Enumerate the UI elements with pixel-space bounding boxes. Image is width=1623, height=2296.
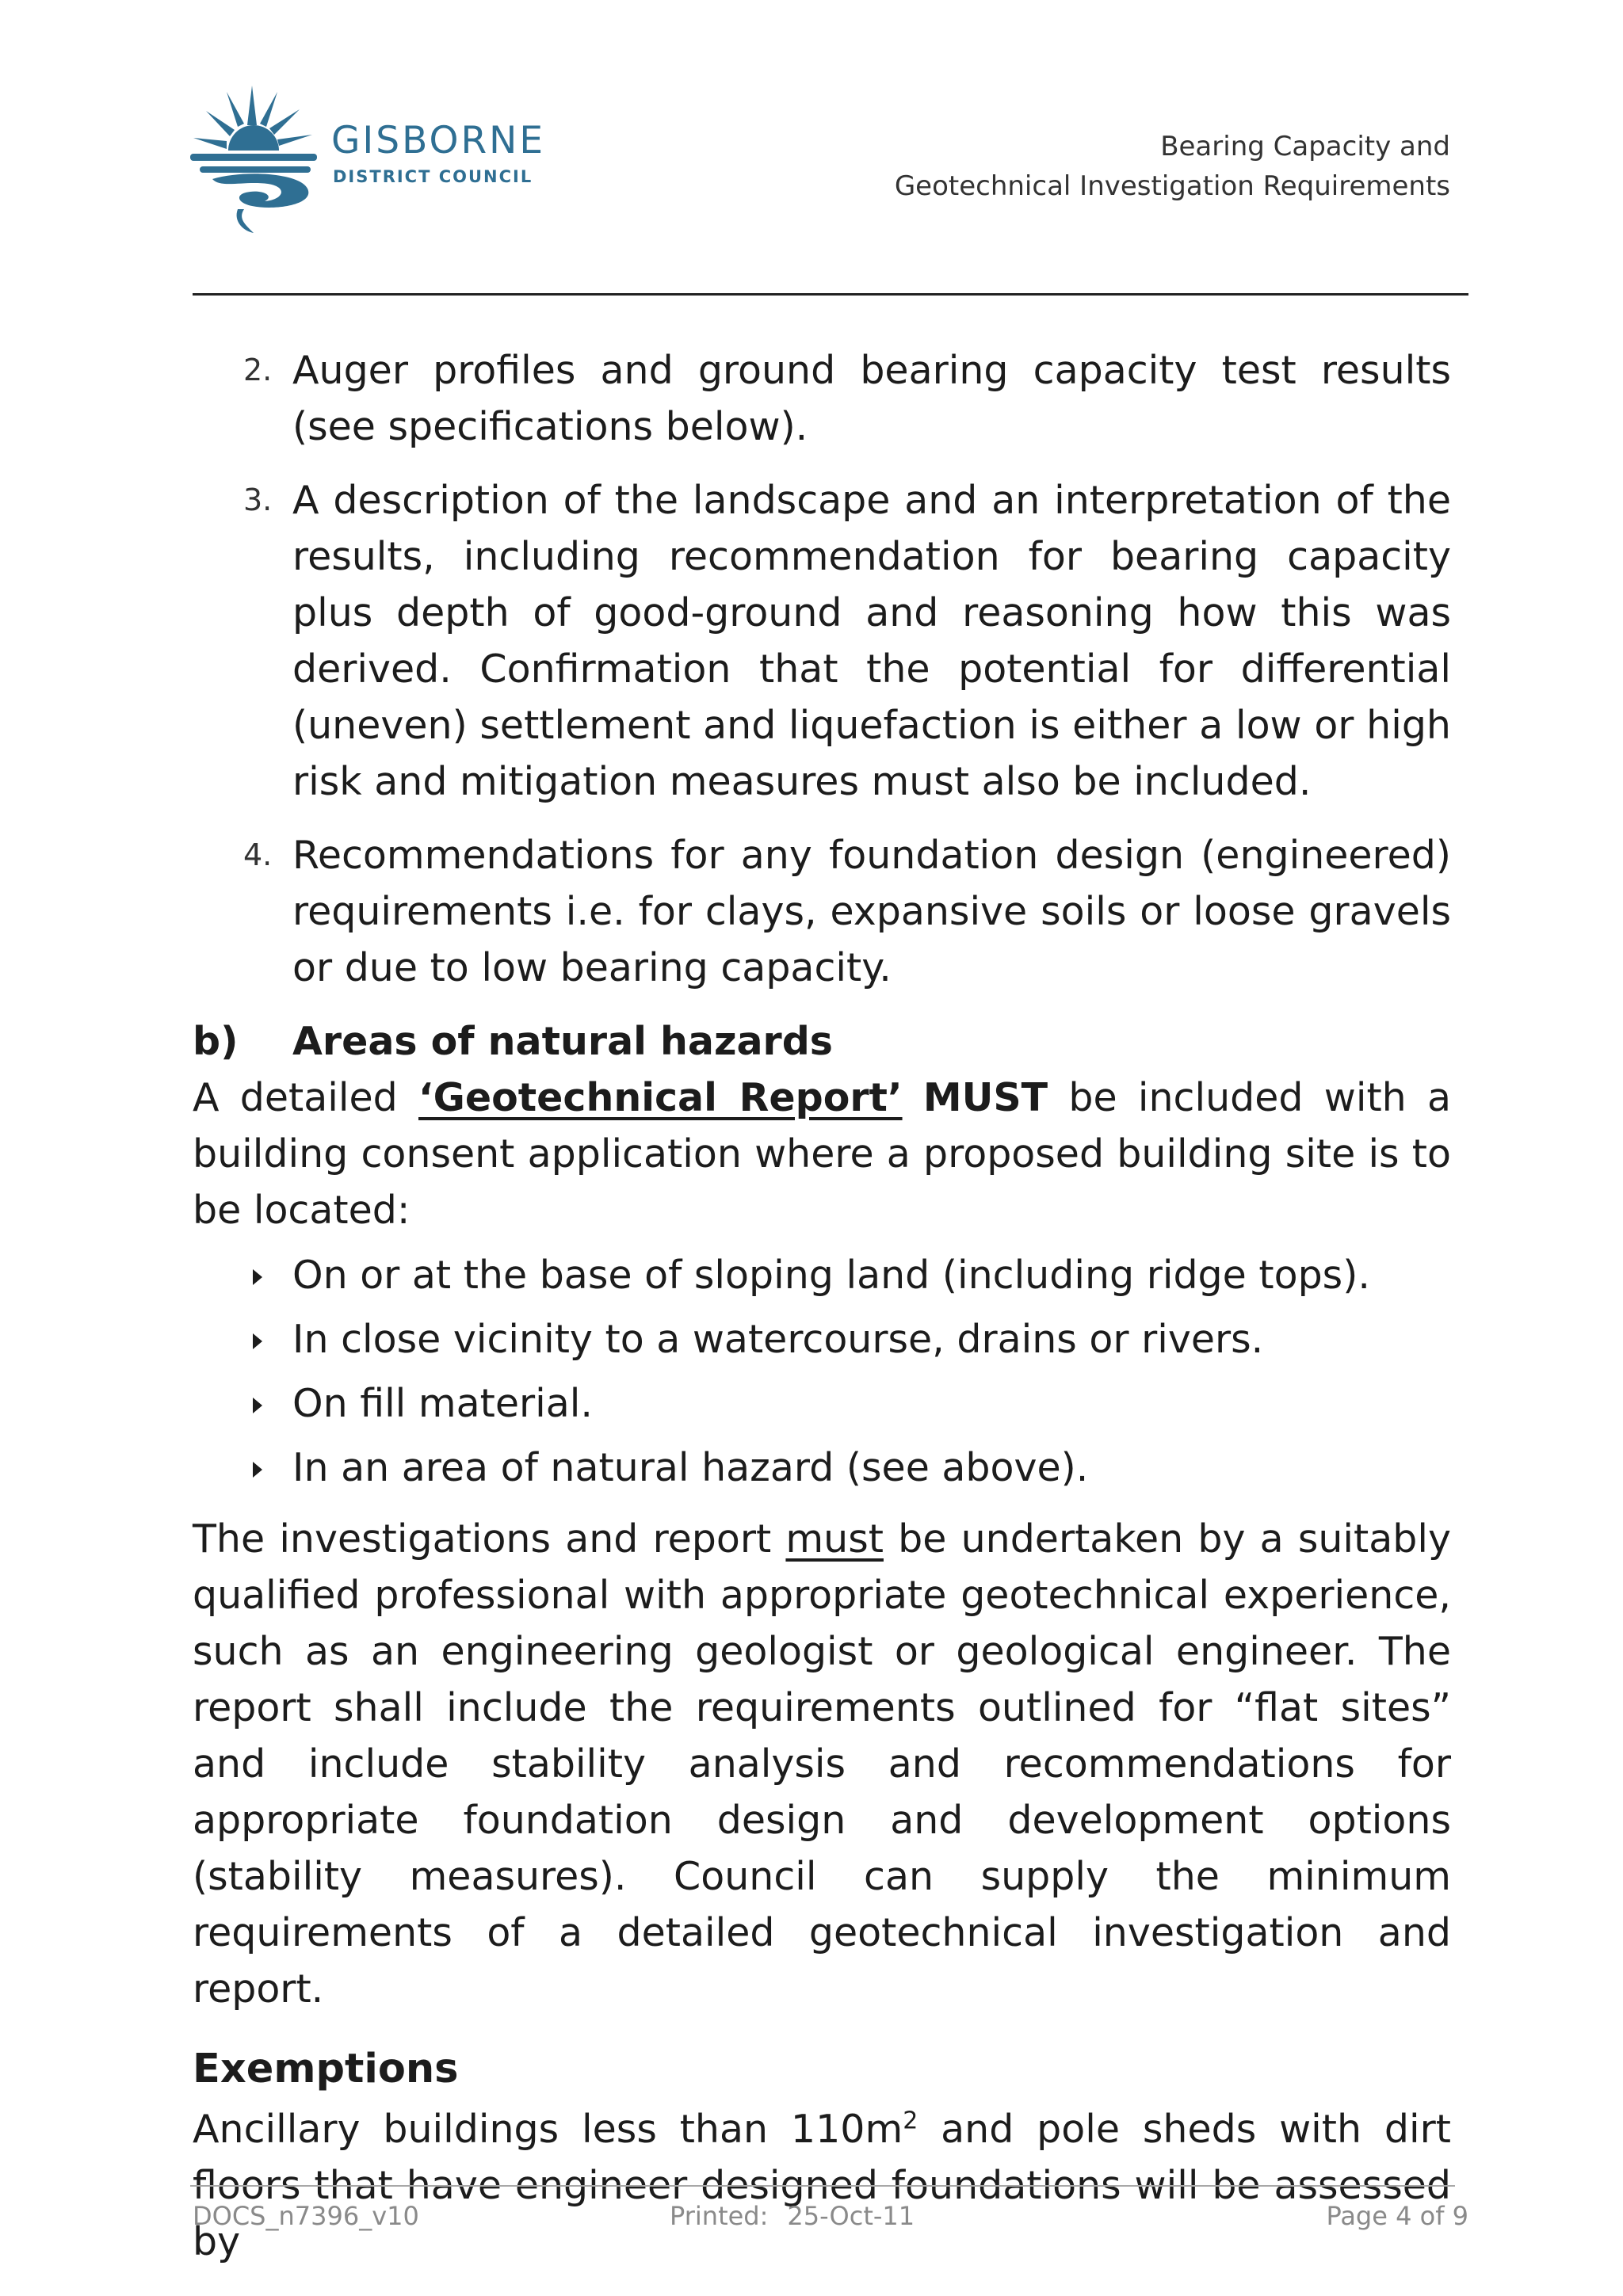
footer-page-number: Page 4 of 9 — [1326, 2201, 1468, 2231]
list-item-number: 4. — [243, 837, 273, 872]
bullet-item — [193, 1371, 1451, 1436]
list-item-text: Auger profiles and ground bearing capacity test results (see specifications below). — [292, 348, 1451, 449]
list-item — [193, 472, 1451, 810]
intro-text-pre: A detailed — [193, 1075, 419, 1120]
must-emphasis: MUST — [922, 1075, 1048, 1120]
geotechnical-report-term: ‘Geotechnical Report’ — [418, 1075, 903, 1120]
exemptions-superscript: 2 — [903, 2107, 918, 2135]
document-header — [895, 127, 1450, 206]
council-logo — [189, 78, 601, 236]
footer-divider — [190, 2185, 1455, 2187]
logo-subtitle: DISTRICT COUNCIL — [333, 167, 533, 186]
footer-doc-id: DOCS_n7396_v10 — [193, 2201, 419, 2231]
triangle-bullet-icon — [253, 1333, 262, 1349]
list-item — [193, 827, 1451, 996]
bullet-text: In an area of natural hazard (see above). — [292, 1445, 1089, 1490]
header-title-line1: Bearing Capacity and — [1160, 131, 1450, 162]
list-item-text: Recommendations for any foundation design (engineered) requirements i.e. for clays, expansive soils or loose gravels or due to low bearing capacity. — [292, 833, 1451, 990]
page-content — [193, 342, 1451, 2270]
bullet-text: In close vicinity to a watercourse, drains or rivers. — [292, 1317, 1264, 1362]
investigation-paragraph — [193, 1511, 1451, 2017]
list-item-text: A description of the landscape and an interpretation of the results, including recommendation for bearing capacity plus depth of good-ground and reasoning how this was derived. Confirmation that the potential for differential (uneven) settlement and liquefaction is either a low or high risk and mitigation measures must also be included. — [292, 478, 1451, 804]
printed-label: Printed: — [670, 2201, 769, 2231]
bullet-list — [193, 1243, 1451, 1500]
exemptions-text-post: and pole sheds with dirt floors that have engineer designed foundations will be assessed by — [193, 2107, 1451, 2264]
para-text-post: be undertaken by a suitably qualified professional with appropriate geotechnical experience, such as an engineering geologist or geological engineer. The report shall include the requirements outlined for “flat sites” and include stability analysis and recommendations for appropriate foundation design and development options (stability measures). Council can supply the minimum requirements of a detailed geotechnical investigation and report. — [193, 1516, 1451, 2012]
bullet-item — [193, 1436, 1451, 1500]
header-title-line2: Geotechnical Investigation Requirements — [894, 170, 1450, 202]
section-heading — [193, 1013, 1451, 1070]
exemptions-text-pre: Ancillary buildings less than 110m — [193, 2107, 903, 2152]
list-item-number: 3. — [243, 482, 273, 517]
section-letter: b) — [193, 1019, 239, 1064]
section-title: Areas of natural hazards — [292, 1019, 833, 1064]
footer-printed — [670, 2201, 915, 2231]
must-underlined: must — [785, 1516, 884, 1562]
list-item — [193, 342, 1451, 455]
exemptions-heading: Exemptions — [193, 2046, 459, 2092]
header-divider — [193, 293, 1468, 296]
sun-wave-icon — [189, 78, 323, 236]
triangle-bullet-icon — [253, 1462, 262, 1478]
bullet-text: On or at the base of sloping land (including ridge tops). — [292, 1253, 1370, 1298]
triangle-bullet-icon — [253, 1269, 262, 1285]
bullet-item — [193, 1307, 1451, 1371]
section-intro — [193, 1070, 1451, 1238]
list-item-number: 2. — [243, 353, 273, 387]
intro-text-post: be included with a building consent application where a proposed building site is to be located: — [193, 1075, 1452, 1233]
triangle-bullet-icon — [253, 1398, 262, 1413]
logo-name: GISBORNE — [331, 119, 546, 162]
printed-date: 25-Oct-11 — [787, 2201, 915, 2231]
bullet-text: On fill material. — [292, 1381, 593, 1426]
para-text-pre: The investigations and report — [193, 1516, 786, 1562]
bullet-item — [193, 1243, 1451, 1307]
